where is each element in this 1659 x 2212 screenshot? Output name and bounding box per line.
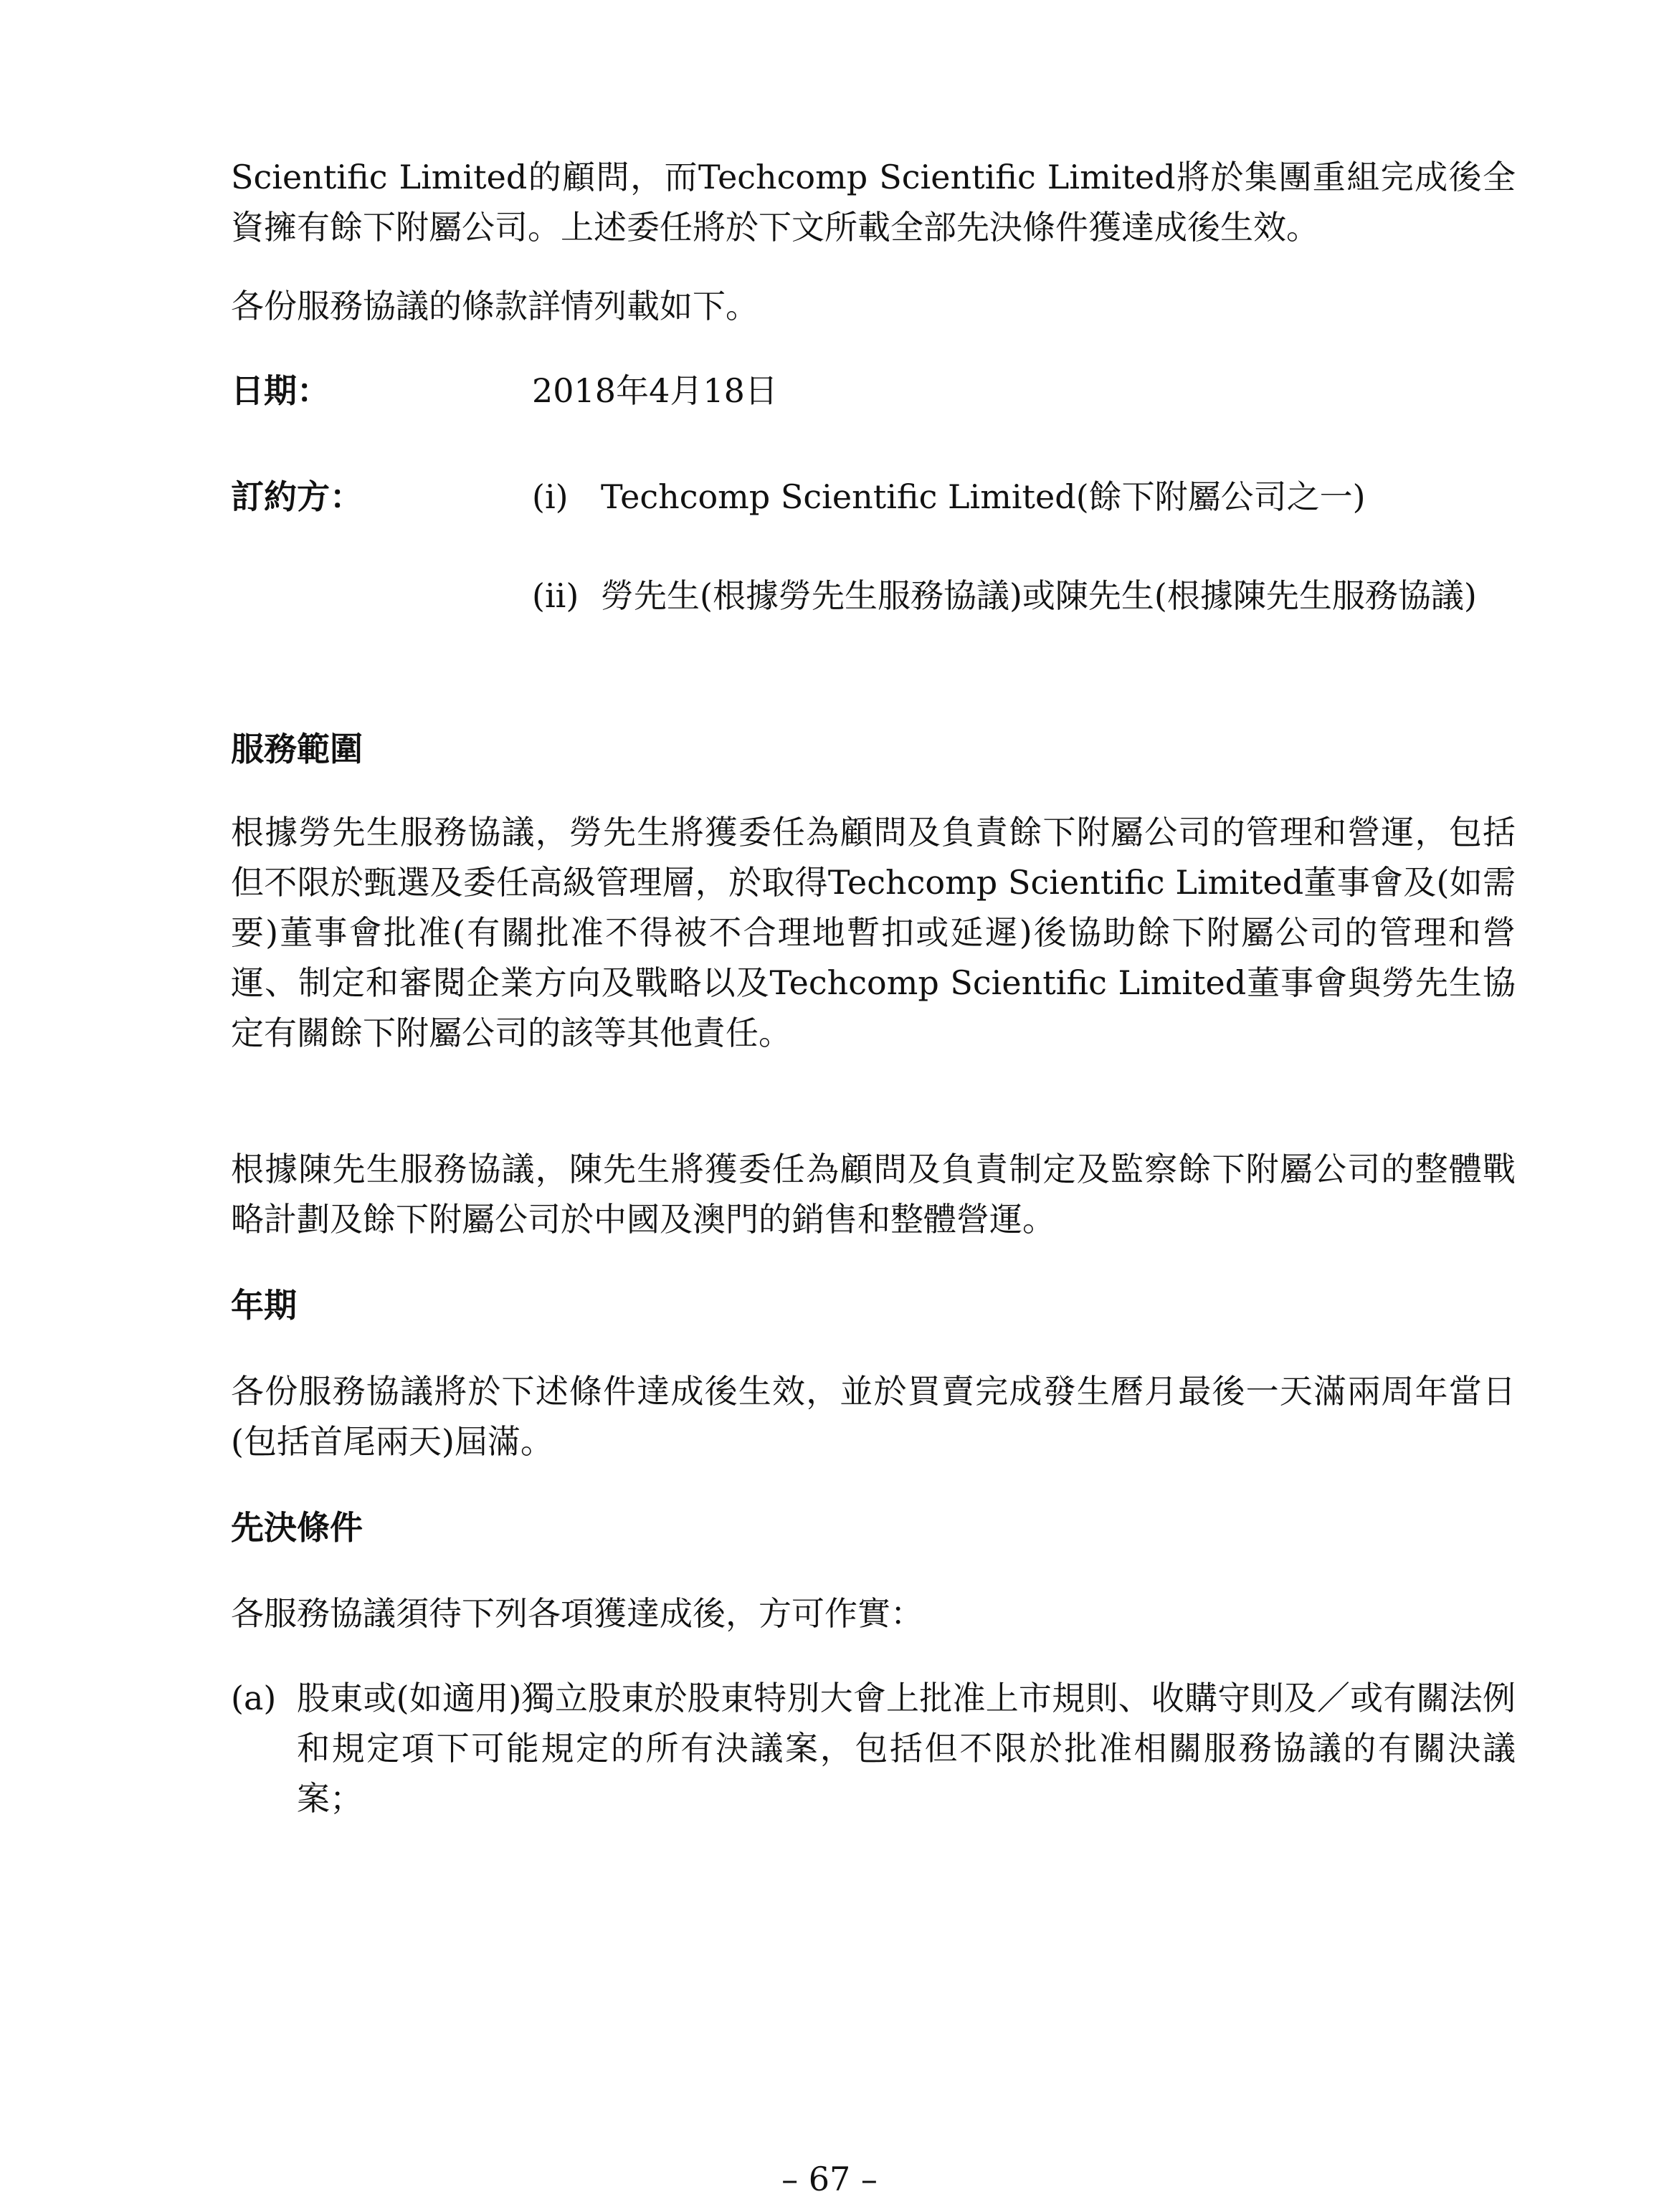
intro-continuation-paragraph: Scientific Limited的顧問，而Techcomp Scientific Limited將於集團重組完成後全資擁有餘下附屬公司。上述委任將於下文所載全部先決條件獲達成後生效。 xyxy=(231,158,1516,247)
terms-intro-paragraph: 各份服務協議的條款詳情列載如下。 xyxy=(231,287,759,325)
party-marker: (ii) xyxy=(532,576,579,615)
conditions-heading: 先決條件 xyxy=(231,1508,363,1547)
scope-paragraph-1: 根據勞先生服務協議，勞先生將獲委任為顧問及負責餘下附屬公司的管理和營運，包括但不限於甄選及委任高級管理層，於取得Techcomp Scientific Limited董事會及(如需要)董事會批准(有關批准不得被不合理地暫扣或延遲)後協助餘下附屬公司的管理和營運、制定和審閱企業方向及戰略以及Techcomp Scientific Limited董事會與勞先生協定有關餘下附屬公司的該等其他責任。 xyxy=(231,813,1516,1052)
condition-text: 股東或(如適用)獨立股東於股東特別大會上批准上市規則、收購守則及／或有關法例和規定項下可能規定的所有決議案，包括但不限於批准相關服務協議的有關決議案； xyxy=(297,1679,1516,1818)
date-value: 2018年4月18日 xyxy=(532,371,778,410)
party-text: Techcomp Scientific Limited(餘下附屬公司之一) xyxy=(601,477,1366,516)
condition-item xyxy=(231,1673,1516,1824)
scope-heading: 服務範圍 xyxy=(231,730,363,768)
page-number: – 67 – xyxy=(781,2160,878,2198)
party-item xyxy=(532,571,1516,671)
party-marker: (i) xyxy=(532,477,569,516)
date-label: 日期： xyxy=(231,371,330,410)
term-heading: 年期 xyxy=(231,1286,297,1325)
party-item xyxy=(532,472,1516,522)
term-paragraph: 各份服務協議將於下述條件達成後生效，並於買賣完成發生曆月最後一天滿兩周年當日(包括首尾兩天)屆滿。 xyxy=(231,1372,1516,1461)
conditions-intro-paragraph: 各服務協議須待下列各項獲達成後，方可作實： xyxy=(231,1594,923,1633)
scope-paragraph-2: 根據陳先生服務協議，陳先生將獲委任為顧問及負責制定及監察餘下附屬公司的整體戰略計劃及餘下附屬公司於中國及澳門的銷售和整體營運。 xyxy=(231,1150,1516,1239)
condition-marker: (a) xyxy=(231,1679,277,1717)
party-text: 勞先生(根據勞先生服務協議)或陳先生(根據陳先生服務協議) xyxy=(601,576,1477,615)
parties-label: 訂約方： xyxy=(231,477,363,516)
